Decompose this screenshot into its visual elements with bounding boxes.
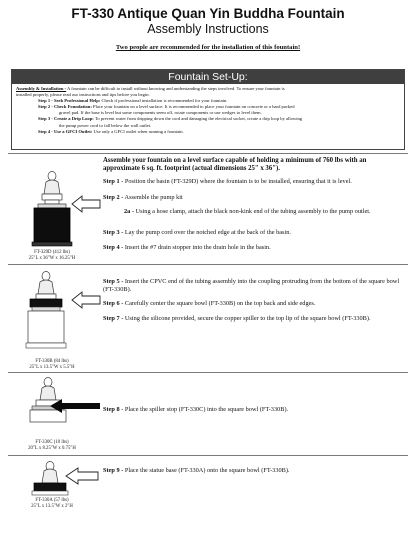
setup-panel bbox=[11, 69, 405, 150]
setup-item-label: Step 3 - Create a Drip Loop: bbox=[38, 116, 94, 122]
divider bbox=[8, 153, 408, 154]
square-bowl-illustration bbox=[20, 270, 80, 356]
step-row bbox=[103, 194, 403, 202]
setup-item-text: To prevent water from dripping down the cord and damaging the electrical socket, create a drip loop by allowing bbox=[93, 116, 303, 122]
setup-item-label: Step 1 - Seek Professional Help: bbox=[38, 98, 101, 104]
buddha-statue-icon bbox=[36, 272, 56, 300]
step-text: Insert the #7 drain stopper into the drain hole in the basin. bbox=[124, 244, 271, 251]
figure-caption bbox=[4, 498, 100, 510]
step-number: Step 1 - bbox=[103, 178, 124, 185]
step-number: Step 7 - bbox=[103, 315, 124, 322]
arrow-icon bbox=[70, 194, 102, 214]
step-text: Place the spiller stop (FT-330C) into the square bowl (FT-330B). bbox=[124, 406, 289, 413]
step-number: Step 9 - bbox=[103, 467, 124, 474]
document-title: FT-330 Antique Quan Yin Buddha Fountain bbox=[71, 6, 345, 21]
figure-part: FT-330B (84 lbs) bbox=[35, 359, 69, 364]
step-text: Carefully center the square bowl (FT-330B) on the top back and side edges. bbox=[124, 300, 316, 307]
step-text: Using a hose clamp, attach the black non-kink end of the tubing assembly to the pump outlet. bbox=[135, 208, 371, 215]
step-number: 2a - bbox=[124, 208, 134, 215]
arrow-icon bbox=[50, 399, 100, 413]
setup-body bbox=[12, 84, 404, 137]
figure-dims: 25"L x 36"W x 16.25"H bbox=[28, 256, 76, 261]
step-text: Position the basin (FT-329D) where the fountain is to be installed, ensuring that it is level. bbox=[124, 178, 352, 185]
divider bbox=[8, 372, 408, 373]
setup-intro-cont: installed properly, please read our instructions and tips before you begin. bbox=[16, 92, 150, 98]
figure-part: FT-329D (412 lbs) bbox=[34, 250, 70, 255]
step-row bbox=[103, 300, 403, 308]
figure-dims: 20"L x 8.25"W x 0.75"H bbox=[28, 446, 76, 451]
divider bbox=[8, 455, 408, 456]
arrow-icon bbox=[64, 466, 100, 486]
figure-caption bbox=[4, 250, 100, 262]
figure-caption bbox=[4, 359, 100, 371]
step-number: Step 4 - bbox=[103, 244, 124, 251]
installation-intro: Assemble your fountain on a level surface capable of holding a minimum of 760 lbs with an approximate 6 sq. ft. footprint (actual dimensions 25" x 36"). bbox=[103, 157, 367, 173]
step-number: Step 5 - bbox=[103, 278, 124, 285]
figure-part: FT-330A (57 lbs) bbox=[35, 498, 69, 503]
setup-intro-label: Assembly & Installation - bbox=[16, 86, 67, 91]
setup-item-label: Step 4 - Use a GFCI Outlet: bbox=[38, 128, 93, 134]
installation-notice: Two people are recommended for the installation of this fountain! bbox=[115, 44, 301, 51]
setup-item-text: Use only a GFCI outlet when running a fountain. bbox=[92, 128, 184, 134]
setup-item-cont: gravel pad. If the base is level but some components seem off, rotate components or use wedges to level them. bbox=[59, 110, 262, 116]
step-number: Step 8 - bbox=[103, 406, 124, 413]
buddha-statue-icon bbox=[42, 462, 58, 484]
step-row bbox=[103, 406, 403, 414]
step-number: Step 6 - bbox=[103, 300, 124, 307]
step-row bbox=[103, 315, 403, 323]
setup-heading: Fountain Set-Up: bbox=[12, 70, 404, 84]
buddha-statue-icon bbox=[42, 172, 62, 205]
step-text: Using the silicone provided, secure the copper spiller to the top lip of the square bowl (FT-330B). bbox=[124, 315, 371, 322]
step-text: Place the statue base (FT-330A) onto the square bowl (FT-330B). bbox=[124, 467, 290, 474]
setup-item-text: Place your fountain on a level surface. It is recommended to place your fountain on concrete or a hard packed bbox=[91, 104, 295, 110]
figure-dims: 25"L x 13.5"W x 2"H bbox=[31, 504, 73, 509]
step-text: Insert the CPVC end of the tubing assembly into the coupling protruding from the bottom of the square bowl (FT-330B). bbox=[103, 278, 400, 294]
setup-item-label: Step 2 - Check Foundation: bbox=[38, 104, 92, 110]
step-row bbox=[124, 208, 400, 216]
arrow-icon bbox=[70, 290, 102, 310]
step-number: Step 3 - bbox=[103, 229, 124, 236]
figure-part: FT-330C (10 lbs) bbox=[35, 440, 69, 445]
divider bbox=[8, 264, 408, 265]
setup-intro-text: A fountain can be difficult to install without knowing and understanding the steps involved. To ensure your fountain is bbox=[66, 86, 285, 91]
step-text: Lay the pump cord over the notched edge at the back of the basin. bbox=[124, 229, 291, 236]
figure-dims: 25"L x 13.5"W x 5.5"H bbox=[29, 365, 75, 370]
setup-item-text: Check if professional installation is recommended for your fountain. bbox=[100, 98, 228, 104]
step-text: Assemble the pump kit bbox=[124, 194, 183, 201]
document-subtitle: Assembly Instructions bbox=[147, 22, 269, 36]
step-row bbox=[103, 229, 403, 237]
step-row bbox=[103, 467, 403, 475]
step-row bbox=[103, 178, 403, 186]
figure-caption bbox=[4, 440, 100, 452]
step-row bbox=[103, 278, 403, 294]
setup-item-cont: the pump power cord to fall below the wall outlet. bbox=[59, 122, 152, 128]
step-number: Step 2 - bbox=[103, 194, 124, 201]
step-row bbox=[103, 244, 403, 252]
setup-item bbox=[16, 129, 400, 135]
